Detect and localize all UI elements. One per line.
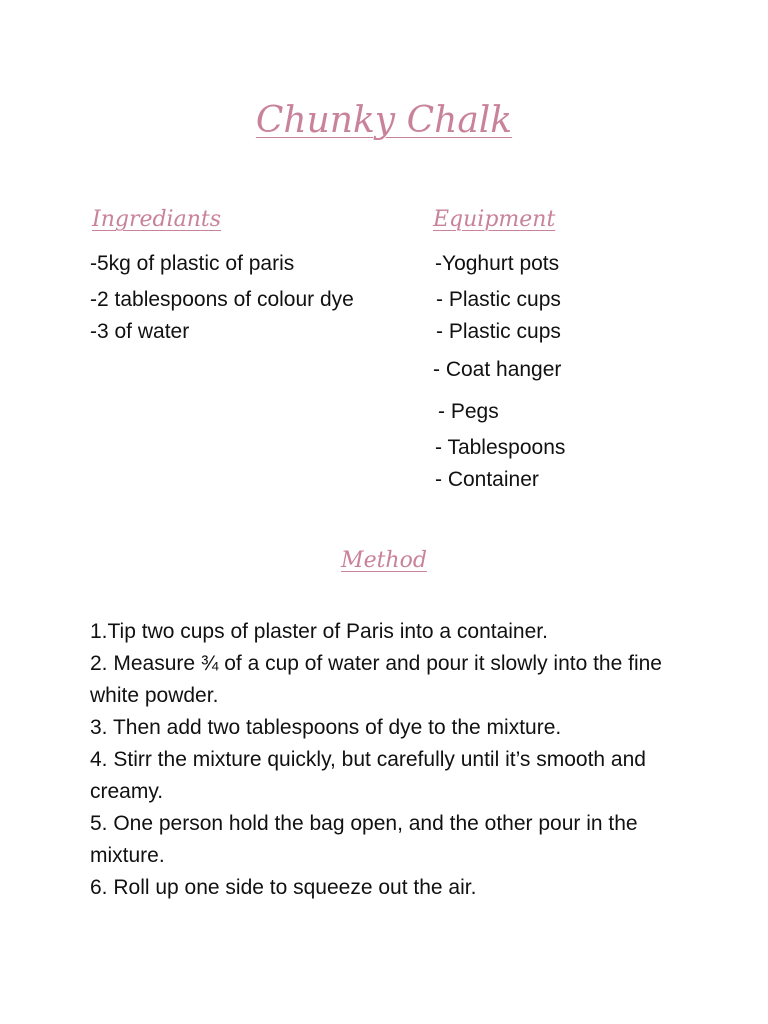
ingredient-item: -5kg of plastic of paris	[90, 252, 295, 275]
method-step: 1.Tip two cups of plaster of Paris into a container.	[90, 620, 548, 643]
method-step: 4. Stirr the mixture quickly, but carefully until it’s smooth and creamy.	[90, 748, 646, 803]
equipment-item: - Coat hanger	[433, 358, 562, 381]
equipment-item: - Tablespoons	[435, 436, 566, 459]
equipment-heading: Equipment	[433, 207, 556, 232]
equipment-item: - Plastic cups	[436, 320, 561, 343]
method-step: 2. Measure ¾ of a cup of water and pour it slowly into the fine white powder.	[90, 652, 662, 707]
method-step: 5. One person hold the bag open, and the other pour in the mixture.	[90, 812, 638, 867]
ingredient-item: -2 tablespoons of colour dye	[90, 288, 354, 311]
equipment-item: - Plastic cups	[436, 288, 561, 311]
equipment-item: - Container	[435, 468, 539, 491]
method-heading: Method	[341, 548, 427, 573]
equipment-item: - Pegs	[438, 400, 499, 423]
ingredients-heading: Ingrediants	[92, 207, 222, 232]
document-title: Chunky Chalk	[255, 100, 513, 141]
method-step: 3. Then add two tablespoons of dye to the mixture.	[90, 716, 562, 739]
method-steps	[90, 616, 690, 904]
equipment-item: -Yoghurt pots	[435, 252, 560, 275]
method-step: 6. Roll up one side to squeeze out the air.	[90, 876, 477, 899]
ingredient-item: -3 of water	[90, 320, 190, 343]
